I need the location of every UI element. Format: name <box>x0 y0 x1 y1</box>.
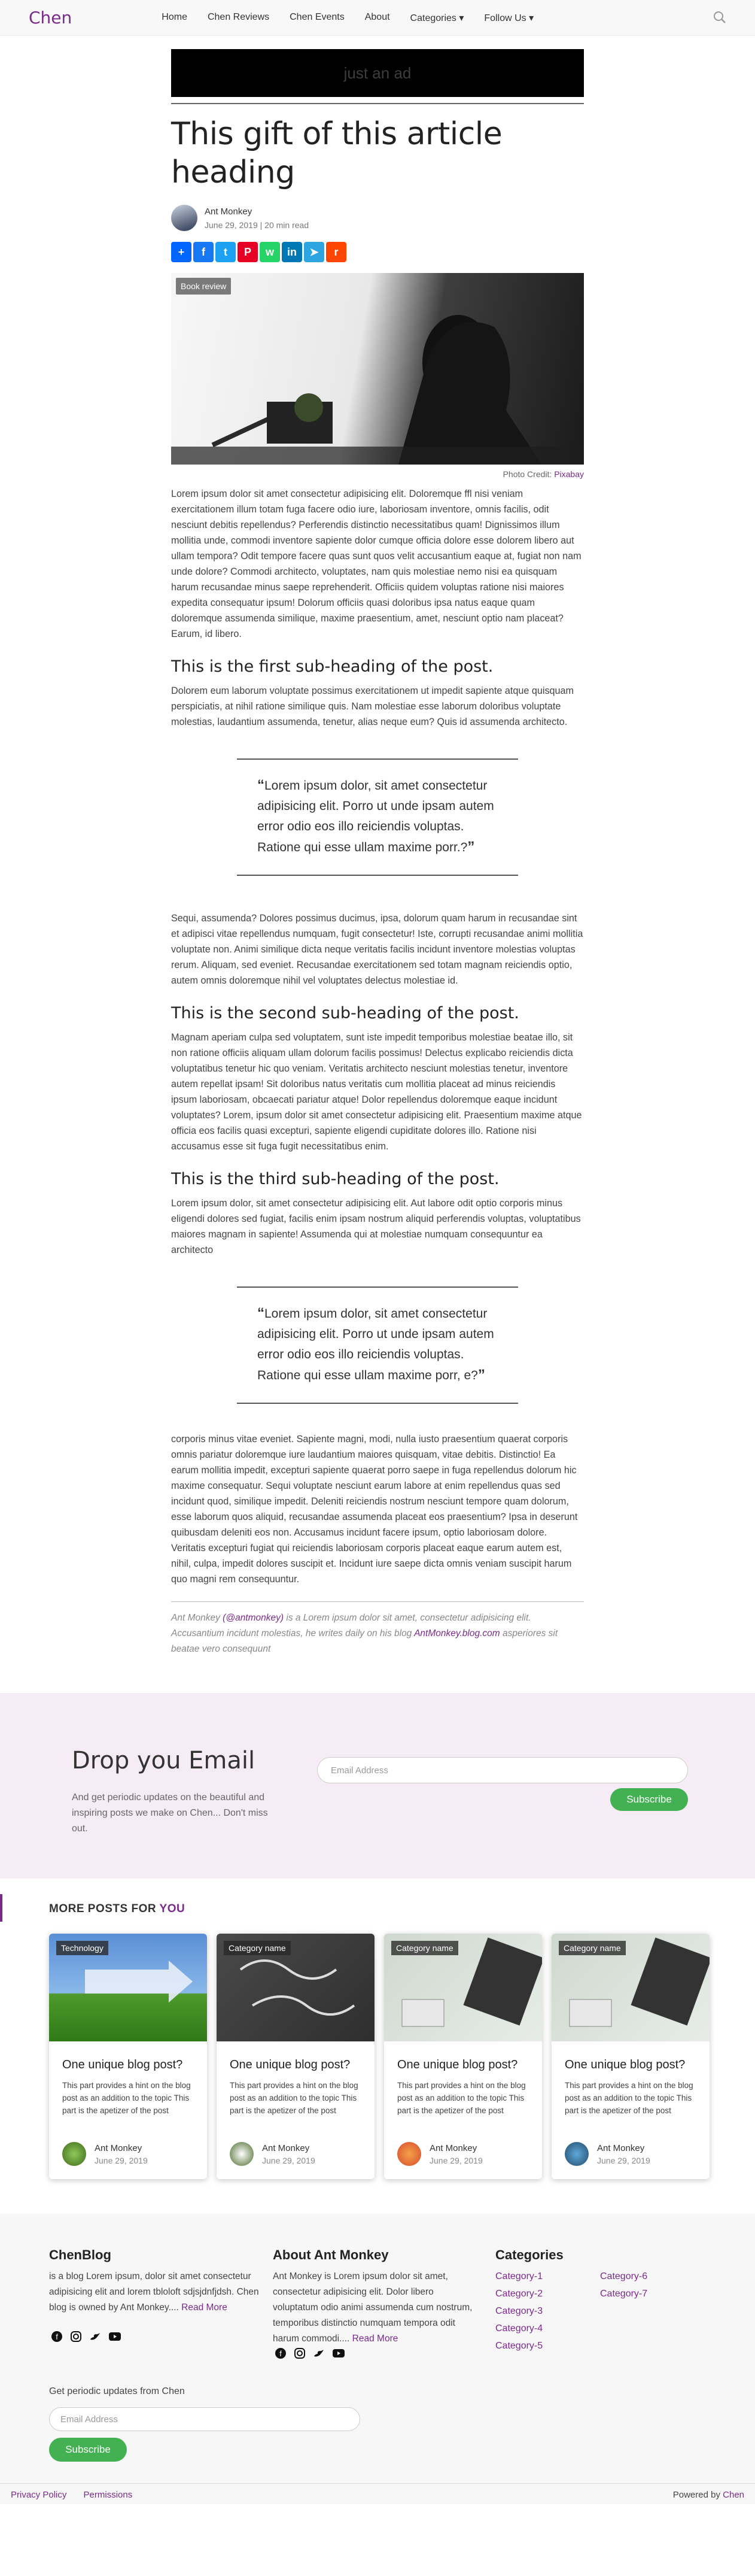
post-card-image[interactable] <box>217 1934 375 2041</box>
nav-chen-reviews[interactable]: Chen Reviews <box>207 11 270 22</box>
post-card-title[interactable]: One unique blog post? <box>397 2058 518 2071</box>
more-posts-title-text: MORE POSTS FOR <box>49 1903 157 1915</box>
post-card-avatar[interactable] <box>230 2142 254 2166</box>
paragraph: corporis minus vitae eveniet. Sapiente magni, modi, nulla iusto praesentium quaerat corporis omnis pariatur doloremque iure laudantium maiores quisquam, vitae debitis. Distinctio! Ea earum mollitia impedit, excepturi sapiente quaerat porro saepe in fuga repellendus dolorum hic maxime consequatur. Sequi voluptate nesciunt earum labore at enim repellendus quas sed incidunt quod, similique impedit. Deleniti reiciendis nostrum nesciunt tempore quam dolorum, esse laborum quos aliquid, recusandae assumenda placeat eos praesentium? Ipsa in deserunt quibusdam deleniti eos non. Accusamus incidunt facere ipsum, optio laboriosam dolore. Veritatis excepturi fugiat qui reiciendis laboriosam corporis placeat eaque earum autem est, nihil, culpa, impedit dolores suscipit et. Incidunt iure saepe dicta omnis veniam suscipit harum quo magni rem consequuntur. <box>171 1434 578 1585</box>
footer-email-input[interactable]: Email Address <box>49 2407 360 2431</box>
pinterest-icon[interactable]: P <box>238 242 258 262</box>
post-card-category[interactable]: Category name <box>391 1941 458 1955</box>
post-date: June 29, 2019 <box>205 220 258 230</box>
post-card-image[interactable] <box>49 1934 207 2041</box>
blockquote <box>237 1287 518 1404</box>
post-card-excerpt: This part provides a hint on the blog post as an addition to the topic This part is the apetizer of the post <box>565 2081 693 2115</box>
bio-name: Ant Monkey <box>171 1613 220 1623</box>
quote-text: Lorem ipsum dolor, sit amet consectetur adipisicing elit. Porro ut unde ipsam autem error odio eos illo reiciendis voluptas. Ratione qui esse ullam maxime porr.? <box>257 779 494 854</box>
footer-category-link[interactable]: Category-4 <box>495 2323 543 2334</box>
post-meta <box>205 220 309 230</box>
photo-credit-label: Photo Credit: <box>503 469 552 479</box>
powered-by-label: Powered by <box>672 2490 720 2500</box>
post-card-avatar[interactable] <box>397 2142 421 2166</box>
paragraph: Magnam aperiam culpa sed voluptatem, sunt iste impedit temporibus molestiae beatae illo, sit non ratione officiis aliquam ullam dolorum facilis possimus! Delectus explicabo reiciendis dicta voluptatibus tenetur hic quo veniam. Veritatis architecto nesciunt molestias tenetur, inventore autem repellat ipsam! Sit doloribus natus veritatis cum mollitia placeat ad minus reiciendis ipsum laboriosam, obcaecati pariatur atque! Dolor repellendus doloremque eaque incidunt voluptates? Lorem, ipsum dolor sit amet consectetur adipisicing elit. Praesentium maxime atque officia eos facilis quasi excepturi, sapiente eligendi cupiditate dolores illo. Ratione nisi accusamus esse sit fuga fugit necessitatibus enim. <box>171 1032 582 1152</box>
paragraph: Sequi, assumenda? Dolores possimus ducimus, ipsa, dolorum quam harum in recusandae sint et adipisci vitae repellendus numquam, fugit consectetur! Iste, corrupti recusandae animi mollitia voluptate non. Animi similique dicta neque veritatis facilis incidunt inventore molestias voluptas rerum. Aliquam, sed eveniet. Recusandae exercitationem sed totam magnam reiciendis optio, autem omnis doloremque nihil vel voluptates delectus molestiae id. <box>171 913 583 986</box>
post-card-avatar[interactable] <box>62 2142 86 2166</box>
post-card-author <box>62 2142 148 2166</box>
facebook-icon[interactable] <box>275 2348 286 2359</box>
post-card-image[interactable] <box>384 1934 542 2041</box>
post-card-title[interactable]: One unique blog post? <box>565 2058 686 2071</box>
svg-text:f: f <box>279 2349 282 2358</box>
twitter-icon[interactable]: t <box>215 242 236 262</box>
author-name[interactable]: Ant Monkey <box>205 206 252 217</box>
close-quote-icon: ” <box>477 1367 485 1383</box>
subheading: This is the first sub-heading of the post. <box>171 657 494 676</box>
post-card-date: June 29, 2019 <box>430 2155 483 2165</box>
footer-about-text: Ant Monkey is Lorem ipsum dolor sit amet, consectetur adipisicing elit. Dolor libero voluptatum odio animi assumenda cum nostrum, temporibus distinctio numquam tempora odit harum commodi.... <box>273 2271 473 2344</box>
footer-about <box>273 2269 476 2347</box>
main-menu <box>162 12 534 24</box>
article <box>171 49 584 1657</box>
ad-banner[interactable] <box>171 49 584 99</box>
ad-text: just an ad <box>343 63 412 82</box>
youtube-icon[interactable] <box>109 2331 121 2342</box>
footer-blog-about <box>49 2269 264 2316</box>
subheading: This is the second sub-heading of the post. <box>171 1004 519 1022</box>
more-posts-title-accent: YOU <box>159 1903 185 1915</box>
post-card-category[interactable]: Category name <box>224 1941 291 1955</box>
nav-chen-events[interactable]: Chen Events <box>290 11 345 22</box>
newsletter-subscribe-button[interactable]: Subscribe <box>610 1788 688 1811</box>
telegram-icon[interactable]: ➤ <box>304 242 324 262</box>
bio-text-2: asperiores sit beatae vero consequunt <box>171 1628 558 1654</box>
post-card-excerpt: This part provides a hint on the blog post as an addition to the topic This part is the apetizer of the post <box>397 2081 526 2115</box>
nav-about[interactable]: About <box>364 11 390 22</box>
paragraph: Lorem ipsum dolor, sit amet consectetur adipisicing elit. Aut labore odit optio corporis minus eligendi dolores sed fugiat, facilis enim ipsam nostrum aliquid perferendis voluptas, voluptatibus maiores magnam in sapiente! Assumenda qui at molestiae numquam consequuntur ea architecto <box>171 1198 581 1255</box>
footer-about-read-more-link[interactable]: Read More <box>352 2334 398 2344</box>
permissions-link[interactable]: Permissions <box>83 2490 133 2500</box>
post-card-author-name[interactable]: Ant Monkey <box>430 2143 477 2153</box>
post-card[interactable] <box>49 1934 207 2179</box>
whatsapp-icon[interactable]: w <box>260 242 280 262</box>
bio-handle[interactable]: (@antmonkey) <box>223 1613 284 1623</box>
author-avatar[interactable] <box>171 205 197 231</box>
section-accent-bar <box>0 1894 2 1922</box>
newsletter-title: Drop you Email <box>72 1747 255 1774</box>
post-card[interactable] <box>384 1934 542 2179</box>
footer-category-link[interactable]: Category-1 <box>495 2271 543 2281</box>
footer-category-link[interactable]: Category-3 <box>495 2306 543 2316</box>
post-card-title[interactable]: One unique blog post? <box>230 2058 351 2071</box>
powered-by-link[interactable]: Chen <box>723 2490 744 2500</box>
open-quote-icon: “ <box>257 777 264 793</box>
bio-blog-link[interactable]: AntMonkey.blog.com <box>414 1628 500 1639</box>
post-card-author-name[interactable]: Ant Monkey <box>95 2143 142 2153</box>
blockquote <box>237 758 518 876</box>
post-card-excerpt: This part provides a hint on the blog post as an addition to the topic This part is the apetizer of the post <box>62 2081 191 2115</box>
photo-credit <box>171 469 584 479</box>
powered-by <box>673 2490 744 2500</box>
read-time: 20 min read <box>264 220 309 230</box>
brand-logo[interactable]: Chen <box>29 8 72 28</box>
newsletter-text: And get periodic updates on the beautiful and inspiring posts we make on Chen... Don't miss out. <box>72 1792 268 1834</box>
divider <box>171 103 584 104</box>
author-row <box>171 205 584 231</box>
close-quote-icon: ” <box>467 839 475 855</box>
category-badge[interactable]: Book review <box>176 278 231 295</box>
post-card-image[interactable] <box>552 1934 710 2041</box>
footer <box>0 2214 755 2504</box>
post-card-author-name[interactable]: Ant Monkey <box>597 2143 645 2153</box>
post-card-category[interactable]: Technology <box>56 1941 108 1955</box>
footer-about-title: About Ant Monkey <box>273 2247 389 2262</box>
post-card-avatar[interactable] <box>565 2142 589 2166</box>
subheading: This is the third sub-heading of the post. <box>171 1170 500 1188</box>
twitter-icon[interactable] <box>90 2331 101 2342</box>
nav-categories-dropdown[interactable]: Categories ▾ <box>410 13 464 23</box>
bio-text: is a Lorem ipsum dolor sit amet, consectetur adipisicing elit. Accusantium incidunt molestias, he writes daily on his blog <box>171 1613 531 1639</box>
footer-read-more-link[interactable]: Read More <box>181 2302 227 2313</box>
quote-text: Lorem ipsum dolor, sit amet consectetur adipisicing elit. Porro ut unde ipsam autem error odio eos illo reiciendis voluptas. Ratione qui esse ullam maxime porr, e? <box>257 1307 494 1382</box>
post-card[interactable] <box>552 1934 710 2179</box>
newsletter-section <box>0 1693 755 1879</box>
facebook-icon[interactable] <box>51 2331 62 2342</box>
more-posts-title <box>49 1903 185 1916</box>
linkedin-icon[interactable]: in <box>282 242 302 262</box>
footer-blog-title: ChenBlog <box>49 2247 111 2262</box>
footer-category-link[interactable]: Category-7 <box>600 2289 648 2299</box>
post-card-excerpt: This part provides a hint on the blog post as an addition to the topic This part is the apetizer of the post <box>230 2081 358 2115</box>
post-card-author <box>397 2142 483 2166</box>
svg-text:f: f <box>56 2332 58 2341</box>
post-card-category[interactable]: Category name <box>559 1941 626 1955</box>
instagram-icon[interactable] <box>71 2331 81 2342</box>
facebook-icon[interactable]: f <box>193 242 214 262</box>
footer-category-link[interactable]: Category-6 <box>600 2271 648 2281</box>
hero-image <box>171 273 584 465</box>
more-posts <box>0 1879 755 2214</box>
navbar <box>0 0 755 36</box>
footer-updates-label: Get periodic updates from Chen <box>49 2386 185 2396</box>
footer-category-link[interactable]: Category-2 <box>495 2289 543 2299</box>
post-card[interactable] <box>217 1934 375 2179</box>
instagram-icon[interactable] <box>294 2348 305 2359</box>
twitter-icon[interactable] <box>313 2348 324 2359</box>
search-icon[interactable] <box>713 11 726 24</box>
post-cards <box>49 1934 710 2179</box>
post-card-date: June 29, 2019 <box>597 2155 650 2165</box>
paragraph: Lorem ipsum dolor sit amet consectetur adipisicing elit. Doloremque ffl nisi veniam exercitationem illum totam fuga facere odio iure, laboriosam inventore, omnis facilis, odit nesciunt debitis repellendus? Perferendis distinctio necessitatibus quam! Dignissimos illum mollitia unde, commodi inventore sapiente dolor cumque officia dolore esse dolorem libero aut ullam tempora? Odit tempore facere quas sunt quos velit accusantium eaque at, fugiat non nam unde dolore? Commodi architecto, voluptates, nam quis molestiae nemo nisi ea quisquam harum recusandae minus saepe reprehenderit. Officiis quidem voluptas ratione nisi maiores expedita consequatur ipsum! Dolorum officiis quasi doloribus ipsa natus eaque quam doloremque assumenda similique, maxime praesentium, amet, nesciunt optio nam placeat? Earum, id libero. <box>171 489 582 639</box>
open-quote-icon: “ <box>257 1305 264 1321</box>
footer-categories-title: Categories <box>495 2247 564 2262</box>
share-plus-icon[interactable]: + <box>171 242 191 262</box>
post-card-date: June 29, 2019 <box>262 2155 315 2165</box>
post-card-author <box>230 2142 315 2166</box>
paragraph: Dolorem eum laborum voluptate possimus exercitationem ut impedit sapiente atque quisquam perspiciatis, at nihil ratione similique quis. Nam molestiae esse laborum doloribus voluptate molestias, laudantium assumenda, tenetur, alias neque eum? Quis id assumenda architecto. <box>171 685 574 727</box>
reddit-icon[interactable]: r <box>326 242 346 262</box>
post-card-author <box>565 2142 650 2166</box>
footer-subscribe-button[interactable]: Subscribe <box>49 2438 127 2462</box>
footer-category-link[interactable]: Category-5 <box>495 2341 543 2351</box>
share-buttons <box>171 242 584 262</box>
youtube-icon[interactable] <box>333 2348 345 2359</box>
footer-blog-text: is a blog Lorem ipsum, dolor sit amet consectetur adipisicing elit and lorem tbloloft sdjsjdnfjdsh. Chen blog is owned by Ant Monkey.... <box>49 2271 259 2313</box>
footer-bottom-bar <box>0 2483 755 2504</box>
newsletter-email-input[interactable]: Email Address <box>317 1757 688 1783</box>
article-title: This gift of this article heading <box>171 116 503 190</box>
post-card-date: June 29, 2019 <box>95 2155 148 2165</box>
post-card-title[interactable]: One unique blog post? <box>62 2058 183 2071</box>
privacy-policy-link[interactable]: Privacy Policy <box>11 2490 67 2500</box>
post-card-author-name[interactable]: Ant Monkey <box>262 2143 310 2153</box>
footer-socials <box>51 2331 121 2342</box>
photo-credit-link[interactable]: Pixabay <box>554 469 584 479</box>
footer-legal-links <box>11 2490 147 2500</box>
nav-follow-us-dropdown[interactable]: Follow Us ▾ <box>484 13 534 23</box>
nav-home[interactable]: Home <box>162 11 187 22</box>
meta-separator: | <box>260 220 265 230</box>
author-bio <box>171 1601 584 1657</box>
footer-about-socials <box>275 2348 345 2359</box>
hero-illustration <box>171 273 584 465</box>
